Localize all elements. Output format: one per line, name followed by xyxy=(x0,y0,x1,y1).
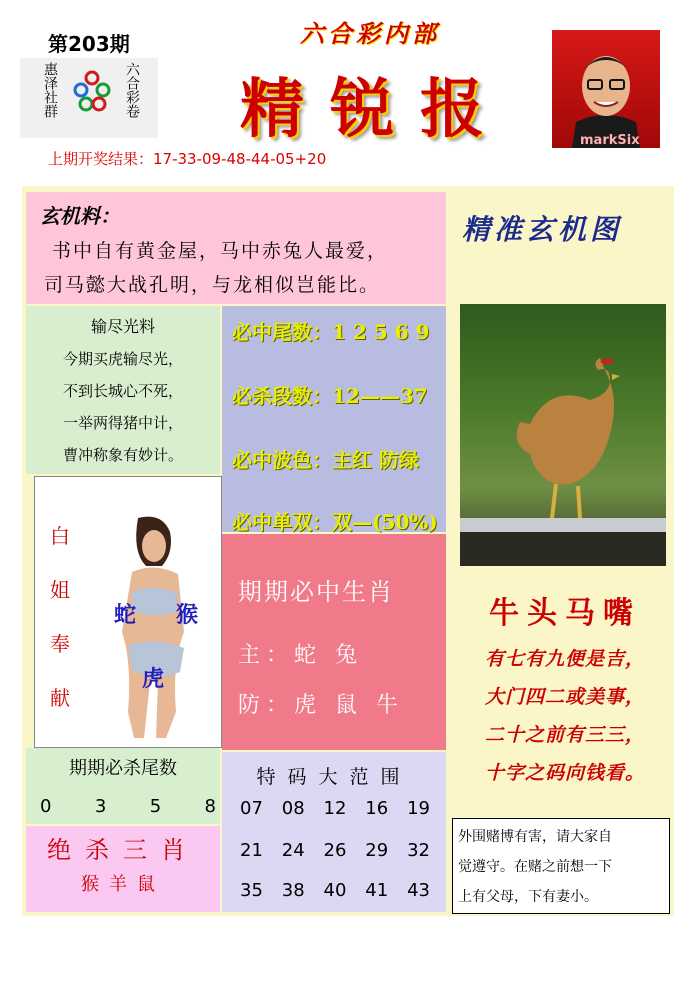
man-portrait-icon xyxy=(552,30,660,148)
mystery-image-title: 精准玄机图 xyxy=(462,213,623,246)
range-row xyxy=(240,798,430,819)
stat-kill-range: 必杀段数：12——37 xyxy=(232,384,428,408)
range-number: 08 xyxy=(281,798,305,819)
model-zodiac-snake: 蛇 xyxy=(114,602,137,628)
model-side-text: 奉 xyxy=(50,632,70,656)
warning-line: 上有父母，下有妻小。 xyxy=(458,889,598,905)
portrait-watermark: markSix xyxy=(580,133,640,148)
special-range-title: 特码大范围 xyxy=(256,766,412,788)
range-number: 41 xyxy=(365,880,389,901)
zodiac-main: 主：蛇 兔 xyxy=(238,643,363,668)
stat-wave-color: 必中波色：主红 防绿 xyxy=(232,448,419,472)
hen-photo xyxy=(460,304,666,566)
header-subtitle: 六合彩内部 xyxy=(300,19,440,48)
range-number: 38 xyxy=(281,880,305,901)
poem-line: 大门四二或美事， xyxy=(484,686,645,708)
range-number: 43 xyxy=(407,880,430,901)
range-number: 29 xyxy=(365,840,389,861)
portrait-image xyxy=(552,30,660,148)
kill-three-title: 绝杀三肖 xyxy=(47,836,199,864)
lose-all-line: 一举两得猪中计， xyxy=(62,414,183,432)
range-number: 24 xyxy=(281,840,305,861)
range-number: 16 xyxy=(365,798,389,819)
range-row xyxy=(240,880,430,901)
model-side-text: 白 xyxy=(50,524,70,548)
kill-tail-digit: 0 xyxy=(40,796,52,817)
logo-text-left: 惠泽社群 xyxy=(42,62,58,118)
range-number: 12 xyxy=(323,798,347,819)
range-number: 26 xyxy=(323,840,347,861)
lottery-logo-icon xyxy=(72,70,112,114)
lose-all-line: 不到长城心不死， xyxy=(62,382,183,400)
model-zodiac-monkey: 猴 xyxy=(176,602,199,628)
range-number: 21 xyxy=(240,840,263,861)
lose-all-line: 今期买虎输尽光， xyxy=(62,350,183,368)
model-side-text: 姐 xyxy=(50,578,70,602)
logo-text-right: 六合彩卷 xyxy=(124,62,140,118)
range-row xyxy=(240,840,430,861)
range-number: 35 xyxy=(240,880,263,901)
model-zodiac-tiger: 虎 xyxy=(142,666,165,692)
hen-icon xyxy=(460,304,666,566)
stat-tail-numbers: 必中尾数：1 2 5 6 9 xyxy=(232,320,430,344)
range-number: 19 xyxy=(407,798,430,819)
zodiac-title: 期期必中生肖 xyxy=(238,578,394,606)
range-number: 32 xyxy=(407,840,430,861)
kill-three-animals: 猴羊鼠 xyxy=(81,874,165,895)
mystery-title: 玄机料： xyxy=(40,204,120,228)
mystery-line: 书中自有黄金屋，马中赤兔人最爱， xyxy=(52,240,389,262)
kill-tail-digit: 3 xyxy=(94,796,107,817)
lose-all-title: 输尽光料 xyxy=(90,317,155,336)
range-number: 07 xyxy=(240,798,263,819)
issue-number: 第203期 xyxy=(48,32,130,56)
kill-tail-digit: 5 xyxy=(149,796,162,817)
mystery-line: 司马懿大战孔明，与龙相似岂能比。 xyxy=(44,274,381,296)
poem-line: 十字之码向钱看。 xyxy=(484,762,645,784)
page-title: 精锐报 xyxy=(240,72,510,147)
model-side-text: 献 xyxy=(50,686,70,710)
kill-tail-title: 期期必杀尾数 xyxy=(69,758,177,779)
poem-line: 有七有九便是吉， xyxy=(484,648,645,670)
kill-tail-digit: 8 xyxy=(204,796,216,817)
stat-odd-even: 必中单双：双—(50%) xyxy=(232,510,438,534)
warning-line: 觉遵守。在赌之前想一下 xyxy=(458,859,612,875)
ox-title: 牛头马嘴 xyxy=(489,596,641,631)
zodiac-guard: 防：虎 鼠 牛 xyxy=(238,693,404,718)
lose-all-line: 曹冲称象有妙计。 xyxy=(62,446,183,464)
warning-line: 外围赌博有害，请大家自 xyxy=(458,829,612,845)
poem-line: 二十之前有三三， xyxy=(484,724,645,746)
range-number: 40 xyxy=(323,880,347,901)
last-draw-result: 上期开奖结果：17-33-09-48-44-05+20 xyxy=(48,150,327,168)
kill-tail-digits xyxy=(40,796,216,817)
